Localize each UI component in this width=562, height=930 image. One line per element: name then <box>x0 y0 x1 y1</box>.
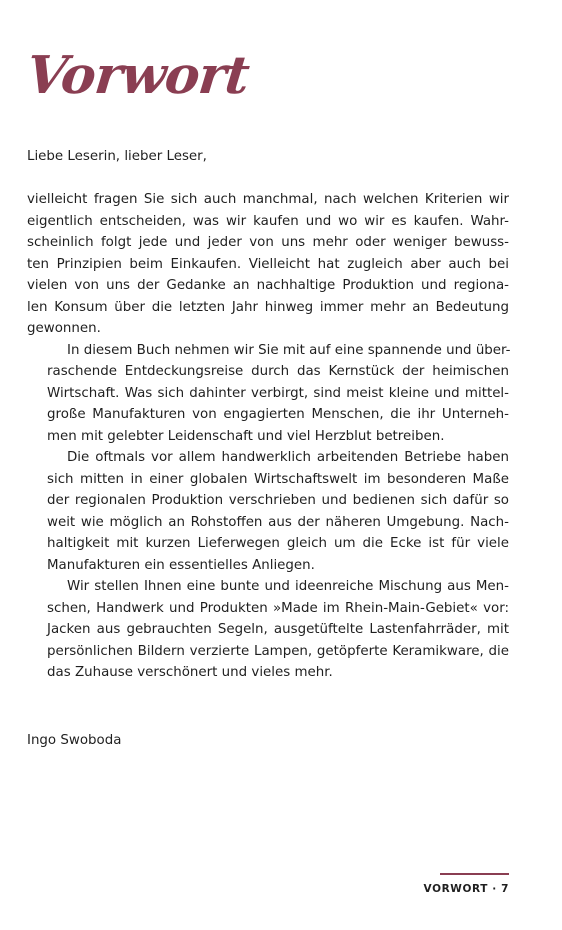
text-line: eigentlich entscheiden, was wir kaufen und wo wir es kaufen. Wahr- <box>27 213 509 229</box>
text-line: persönlichen Bildern verzierte Lampen, getöpferte Keramikware, die <box>47 643 509 659</box>
text-line: Jacken aus gebrauchten Segeln, ausgetüftelte Lastenfahrräder, mit <box>47 622 509 637</box>
running-footer: VORWORT · 7 <box>423 883 509 895</box>
text-line: Wir stellen Ihnen eine bunte und ideenreiche Mischung aus Men- <box>67 579 509 594</box>
text-line: raschende Entdeckungsreise durch das Kernstück der heimischen <box>47 364 509 379</box>
paragraph-2 <box>27 340 509 448</box>
text-line: das Zuhause verschönert und vieles mehr. <box>47 665 333 680</box>
paragraph-4 <box>27 576 509 684</box>
author-signature: Ingo Swoboda <box>27 733 122 748</box>
text-line: sich mitten in einer globalen Wirtschaftswelt im besonderen Maße <box>47 471 509 487</box>
text-line: schen, Handwerk und Produkten »Made im Rhein-Main-Gebiet« vor: <box>47 600 509 616</box>
text-line: ten Prinzipien beim Einkaufen. Vielleicht hat zugleich aber auch bei <box>27 256 509 272</box>
paragraph-1 <box>27 189 509 340</box>
text-line: In diesem Buch nehmen wir Sie mit auf eine spannende und über- <box>67 342 511 358</box>
text-line: Die oftmals vor allem handwerklich arbeitenden Betriebe haben <box>67 450 509 465</box>
page-title: Vorwort <box>23 45 252 106</box>
text-line: gewonnen. <box>27 321 101 336</box>
text-line: haltigkeit mit kurzen Lieferwegen gleich um die Ecke ist für viele <box>47 536 509 551</box>
text-line: der regionalen Produktion verschrieben und bedienen sich dafür so <box>47 493 509 508</box>
text-line: men mit gelebter Leidenschaft und viel Herzblut betreiben. <box>47 428 445 444</box>
text-line: vielen von uns der Gedanke an nachhaltige Produktion und regiona- <box>27 278 509 293</box>
text-line: scheinlich folgt jede und jeder von uns mehr oder weniger bewuss- <box>27 235 509 250</box>
text-line: große Manufakturen von engagierten Menschen, die ihr Unterneh- <box>47 407 509 422</box>
foreword-body <box>27 189 509 684</box>
paragraph-3 <box>27 447 509 576</box>
text-line: weit wie möglich an Rohstoffen aus der näheren Umgebung. Nach- <box>47 514 509 530</box>
salutation: Liebe Leserin, lieber Leser, <box>27 149 207 164</box>
text-line: len Konsum über die letzten Jahr hinweg immer mehr an Bedeutung <box>27 299 509 315</box>
text-line: Wirtschaft. Was sich dahinter verbirgt, sind meist kleine und mittel- <box>47 385 509 401</box>
footer-divider <box>440 873 509 875</box>
text-line: vielleicht fragen Sie sich auch manchmal, nach welchen Kriterien wir <box>27 192 509 207</box>
text-line: Manufakturen ein essentielles Anliegen. <box>47 557 315 573</box>
